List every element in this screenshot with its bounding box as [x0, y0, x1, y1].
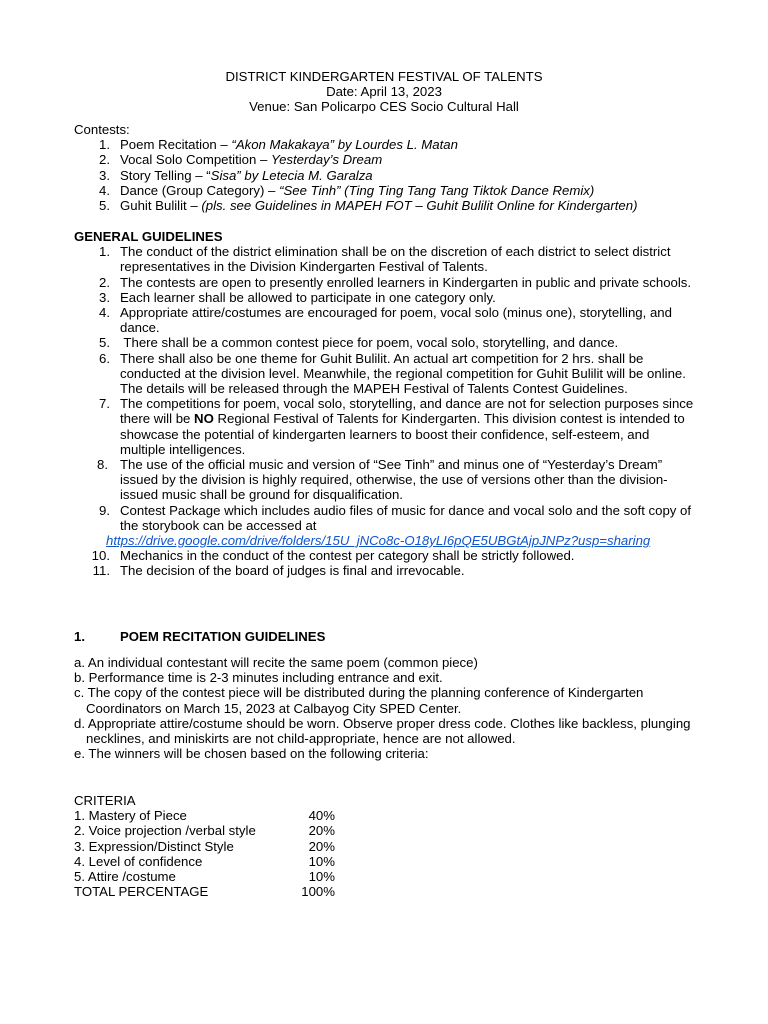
criterion-percentage: 40% — [308, 808, 335, 824]
criterion-percentage: 20% — [308, 823, 335, 839]
contest-name: Poem Recitation – — [120, 137, 232, 153]
contest-number: 3. — [99, 167, 110, 183]
contest-item — [74, 137, 714, 152]
guideline-number: 2. — [99, 274, 110, 290]
guideline-text: Each learner shall be allowed to participate in one category only. — [120, 289, 496, 305]
contest-item — [74, 152, 714, 167]
contest-name: Dance (Group Category) – — [120, 182, 280, 198]
guideline-number: 10. — [91, 548, 110, 564]
guideline-number: 4. — [99, 305, 110, 321]
general-guidelines-section — [74, 229, 698, 579]
poem-rule-item: b. Performance time is 2-3 minutes including entrance and exit. — [74, 670, 443, 686]
guideline-item — [74, 457, 698, 503]
guideline-text: Contest Package which includes audio files of music for dance and vocal solo and the soft copy of the storybook can be accessed at — [120, 502, 692, 533]
criterion-percentage: 100% — [301, 884, 335, 900]
poem-recitation-heading — [74, 629, 714, 644]
contest-number: 5. — [99, 198, 110, 214]
guideline-number: 11. — [92, 563, 110, 579]
guideline-number: 3. — [99, 289, 110, 305]
guideline-item — [74, 290, 698, 305]
criteria-heading: CRITERIA — [74, 793, 136, 808]
criterion-label: 2. Voice projection /verbal style — [74, 823, 256, 839]
contest-piece: (pls. see Guidelines in MAPEH FOT – Guhit Bulilit Online for Kindergarten) — [201, 198, 638, 214]
guideline-number: 9. — [99, 502, 110, 518]
guideline-text: The competitions for poem, vocal solo, storytelling, and dance are not for selection purposes since there will be — [120, 396, 694, 427]
guideline-text: The decision of the board of judges is final and irrevocable. — [120, 563, 465, 579]
guideline-number: 1. — [99, 244, 110, 260]
contest-piece: Yesterday’s Dream — [271, 152, 383, 168]
guideline-text: The contests are open to presently enrolled learners in Kindergarten in public and private schools. — [120, 274, 692, 290]
contest-name: Story Telling – “ — [120, 167, 211, 183]
event-venue: Venue: San Policarpo CES Socio Cultural Hall — [249, 99, 519, 115]
guideline-item — [74, 351, 698, 397]
contest-item — [74, 183, 714, 198]
guideline-item — [74, 305, 698, 335]
poem-rule-item: a. An individual contestant will recite the same poem (common piece) — [74, 655, 478, 670]
contest-item — [74, 198, 714, 213]
criterion-label: 1. Mastery of Piece — [74, 808, 187, 824]
section-title: POEM RECITATION GUIDELINES — [120, 629, 326, 644]
guideline-text: The use of the official music and version of “See Tinh” and minus one of “Yesterday’s Dream” issued by the division is highly required, otherwise, the use of versions other than the division-issued music shall be ground for disqualification. — [120, 457, 668, 503]
criterion-label: 3. Expression/Distinct Style — [74, 838, 234, 854]
guideline-text: Mechanics in the conduct of the contest per category shall be strictly followed. — [120, 548, 575, 564]
criteria-total-row — [74, 884, 374, 899]
guideline-number: 5. — [99, 335, 110, 351]
guideline-item — [74, 503, 698, 533]
emphasis-no: NO — [194, 411, 214, 427]
guideline-text: There shall be a common contest piece for poem, vocal solo, storytelling, and dance. — [120, 335, 619, 351]
contest-piece: Sisa” by Letecia M. Garalza — [210, 167, 373, 183]
poem-rule-item: e. The winners will be chosen based on the following criteria: — [74, 746, 429, 762]
criteria-section — [74, 793, 374, 899]
criteria-row — [74, 839, 374, 854]
event-date: Date: April 13, 2023 — [326, 84, 442, 100]
guideline-number: 8. — [97, 457, 108, 473]
guideline-text-continued: Regional Festival of Talents for Kindergarten. This division contest is intended to showcase the potential of kindergarten learners to boost their confidence, self-esteem, and multiple intelligences. — [120, 411, 685, 457]
guideline-item — [74, 396, 698, 457]
document-title: DISTRICT KINDERGARTEN FESTIVAL OF TALENTS — [225, 69, 543, 84]
guideline-text: The conduct of the district elimination shall be on the discretion of each district to select district representatives in the Division Kindergarten Festival of Talents. — [120, 244, 671, 275]
guideline-text: Appropriate attire/costumes are encouraged for poem, vocal solo (minus one), storytelling, and dance. — [120, 305, 672, 336]
poem-rule-item: c. The copy of the contest piece will be distributed during the planning conference of Kindergarten Coordinators on March 15, 2023 at Calbayog City SPED Center. — [74, 685, 644, 716]
criterion-percentage: 10% — [308, 868, 335, 884]
guideline-item — [74, 548, 698, 563]
guideline-item — [74, 563, 698, 578]
criteria-row — [74, 808, 374, 823]
contest-number: 1. — [99, 137, 110, 153]
criterion-label: 4. Level of confidence — [74, 853, 203, 869]
criterion-label: TOTAL PERCENTAGE — [74, 884, 209, 900]
contest-number: 4. — [99, 182, 110, 198]
guideline-item — [74, 275, 698, 290]
contest-number: 2. — [99, 152, 110, 168]
contest-name: Vocal Solo Competition – — [120, 152, 272, 168]
criteria-row — [74, 869, 374, 884]
guideline-item — [74, 244, 698, 274]
contest-name: Guhit Bulilit – — [120, 198, 202, 214]
poem-rule-item: d. Appropriate attire/costume should be worn. Observe proper dress code. Clothes like backless, plunging necklines, and miniskirts are not child-appropriate, hence are not allowed. — [74, 715, 691, 747]
criterion-label: 5. Attire /costume — [74, 868, 176, 884]
criterion-percentage: 20% — [308, 838, 335, 854]
contests-list — [74, 137, 714, 213]
criteria-row — [74, 823, 374, 838]
criterion-percentage: 10% — [308, 853, 335, 869]
guideline-text: There shall also be one theme for Guhit Bulilit. An actual art competition for 2 hrs. shall be conducted at the division level. Meanwhile, the regional competition for Guhit Bulilit will be online. The details will be released through the MAPEH Festival of Talents Contest Guidelines. — [120, 350, 686, 397]
contest-package-link[interactable]: https://drive.google.com/drive/folders/15U_jNCo8c-O18yLI6pQE5UBGtAjpJNPz?usp=sharing — [106, 533, 651, 549]
poem-recitation-section — [74, 629, 714, 644]
contest-piece: “Akon Makakaya” by Lourdes L. Matan — [231, 137, 458, 153]
contest-piece: “See Tinh” (Ting Ting Tang Tang Tiktok Dance Remix) — [279, 182, 595, 198]
contest-item — [74, 168, 714, 183]
general-guidelines-heading: GENERAL GUIDELINES — [74, 229, 223, 244]
section-number: 1. — [74, 629, 85, 644]
guidelines-list — [74, 244, 698, 578]
document-header — [0, 69, 768, 115]
criteria-row — [74, 854, 374, 869]
guideline-number: 6. — [99, 350, 110, 366]
contests-section — [74, 122, 714, 213]
guideline-item — [74, 335, 698, 350]
contests-heading: Contests: — [74, 122, 130, 137]
guideline-number: 7. — [99, 396, 110, 412]
poem-rules-list — [74, 655, 714, 761]
